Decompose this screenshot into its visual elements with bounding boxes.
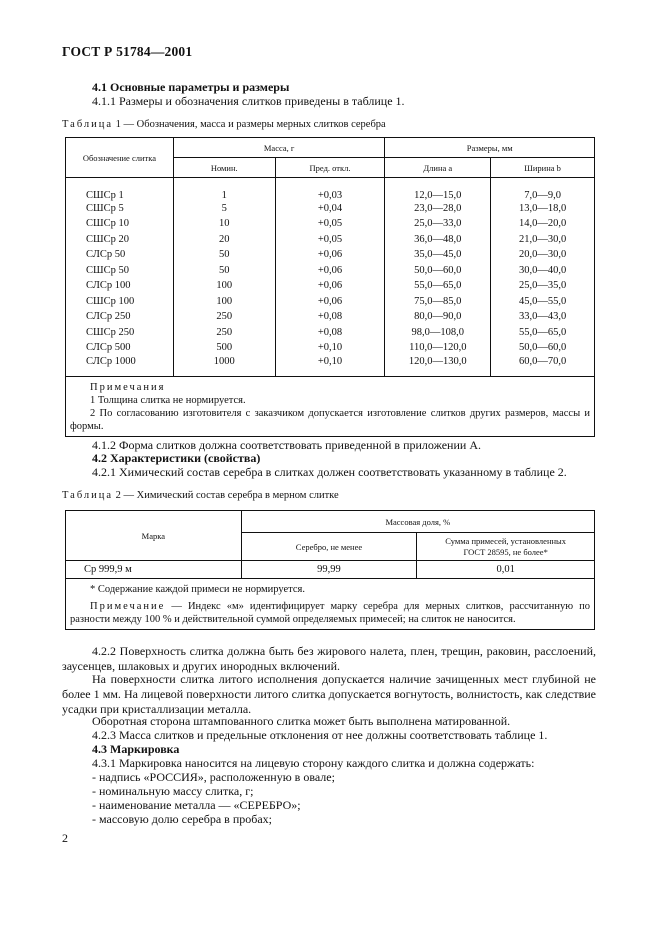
table1-cell-length: 55,0—65,0 xyxy=(385,278,491,294)
table2-col-silver: Серебро, не менее xyxy=(241,533,417,561)
paragraph-4-2-1: 4.2.1 Химический состав серебра в слитках должен соответствовать указанному в таблице 2. xyxy=(92,465,567,479)
table1-row xyxy=(66,325,595,341)
table1-cell-designation: СШСр 1 xyxy=(66,178,174,201)
table1-row xyxy=(66,263,595,279)
table1-row xyxy=(66,294,595,310)
table1-caption xyxy=(62,119,386,130)
table1-cell-deviation: +0,06 xyxy=(275,263,385,279)
table2-col-mark: Марка xyxy=(66,511,242,561)
table1-cell-nominal: 50 xyxy=(173,263,275,279)
table1-cell-deviation: +0,08 xyxy=(275,309,385,325)
paragraph-4-1-1: 4.1.1 Размеры и обозначения слитков приведены в таблице 1. xyxy=(92,94,405,108)
table1-cell-nominal: 100 xyxy=(173,278,275,294)
table1-cell-designation: СЛСр 1000 xyxy=(66,356,174,377)
table2-caption-text: 2 — Химический состав серебра в мерном слитке xyxy=(115,490,339,501)
table1-cell-nominal: 5 xyxy=(173,201,275,217)
paragraph-4-2-3: 4.2.3 Масса слитков и предельные отклонения от нее должны соответствовать таблице 1. xyxy=(92,728,548,742)
table1-cell-deviation: +0,10 xyxy=(275,356,385,377)
table1-cell-designation: СШСр 5 xyxy=(66,201,174,217)
table1-cell-nominal: 1000 xyxy=(173,356,275,377)
table1-cell-width: 33,0—43,0 xyxy=(491,309,595,325)
table1-row xyxy=(66,247,595,263)
table1-cell-length: 50,0—60,0 xyxy=(385,263,491,279)
table1-col-length: Длина a xyxy=(385,158,491,178)
table1-cell-length: 23,0—28,0 xyxy=(385,201,491,217)
table1-col-nominal: Номин. xyxy=(173,158,275,178)
table1-cell-length: 25,0—33,0 xyxy=(385,216,491,232)
table1-row xyxy=(66,216,595,232)
table1-cell-designation: СЛСр 100 xyxy=(66,278,174,294)
table1-cell-deviation: +0,03 xyxy=(275,178,385,201)
table2-note xyxy=(70,600,590,626)
table1-cell-nominal: 50 xyxy=(173,247,275,263)
table1-cell-width: 20,0—30,0 xyxy=(491,247,595,263)
table1-cell-length: 12,0—15,0 xyxy=(385,178,491,201)
table1-cell-deviation: +0,04 xyxy=(275,201,385,217)
table1-notes xyxy=(66,377,595,437)
table1-cell-nominal: 250 xyxy=(173,325,275,341)
table1-cell-deviation: +0,08 xyxy=(275,325,385,341)
table1-cell-length: 120,0—130,0 xyxy=(385,356,491,377)
marking-list-item: - надпись «РОССИЯ», расположенную в овале; xyxy=(92,770,335,784)
table1-cell-width: 13,0—18,0 xyxy=(491,201,595,217)
table1-cell-nominal: 250 xyxy=(173,309,275,325)
table-1 xyxy=(65,137,595,437)
table1-cell-width: 45,0—55,0 xyxy=(491,294,595,310)
table2-caption-label: Таблица xyxy=(62,490,114,501)
table1-cell-length: 36,0—48,0 xyxy=(385,232,491,248)
table1-cell-width: 50,0—60,0 xyxy=(491,340,595,356)
page-number: 2 xyxy=(62,831,68,845)
table1-row xyxy=(66,178,595,201)
table1-col-sizes: Размеры, мм xyxy=(385,138,595,158)
table1-row xyxy=(66,340,595,356)
table2-col-mass-fraction: Массовая доля, % xyxy=(241,511,594,533)
table1-cell-length: 110,0—120,0 xyxy=(385,340,491,356)
table2-caption xyxy=(62,490,339,501)
marking-list-item: - массовую долю серебра в пробах; xyxy=(92,812,273,826)
table1-cell-designation: СШСр 10 xyxy=(66,216,174,232)
table1-cell-length: 80,0—90,0 xyxy=(385,309,491,325)
table1-cell-designation: СЛСр 250 xyxy=(66,309,174,325)
table1-cell-designation: СШСр 50 xyxy=(66,263,174,279)
paragraph-4-3-1: 4.3.1 Маркировка наносится на лицевую сторону каждого слитка и должна содержать: xyxy=(92,756,535,770)
table1-note-1: 1 Толщина слитка не нормируется. xyxy=(90,395,246,406)
table1-cell-deviation: +0,06 xyxy=(275,294,385,310)
table1-cell-width: 30,0—40,0 xyxy=(491,263,595,279)
table1-caption-label: Таблица xyxy=(62,119,114,130)
table1-cell-nominal: 100 xyxy=(173,294,275,310)
table2-cell-mark: Ср 999,9 м xyxy=(66,561,242,579)
table1-cell-deviation: +0,05 xyxy=(275,216,385,232)
table1-caption-text: 1 — Обозначения, масса и размеры мерных слитков серебра xyxy=(115,119,386,130)
table1-cell-deviation: +0,06 xyxy=(275,247,385,263)
table1-col-width: Ширина b xyxy=(491,158,595,178)
paragraph-4-2-2: 4.2.2 Поверхность слитка должна быть без жирового налета, плен, трещин, раковин, расслоений, заусенцев, шлаковых и других инородных включений. xyxy=(62,644,596,673)
table1-cell-deviation: +0,06 xyxy=(275,278,385,294)
table1-note-2: 2 По согласованию изготовителя с заказчиком допускается изготовление слитков других размеров, массы и формы. xyxy=(70,408,590,432)
table1-cell-width: 25,0—35,0 xyxy=(491,278,595,294)
table2-col-impurities-line1: Сумма примесей, установленных xyxy=(445,535,567,546)
section-4-3-title: 4.3 Маркировка xyxy=(92,742,180,756)
table1-cell-width: 14,0—20,0 xyxy=(491,216,595,232)
table1-cell-width: 7,0—9,0 xyxy=(491,178,595,201)
table2-cell-silver: 99,99 xyxy=(241,561,417,579)
table1-cell-designation: СЛСр 50 xyxy=(66,247,174,263)
paragraph-cast-surface: На поверхности слитка литого исполнения допускается наличие зачищенных мест глубиной не более 1 мм. На лицевой поверхности литого слитка допускается вогнутость, волнистость, как следствие усадки при кристаллизации металла. xyxy=(62,672,596,716)
table1-cell-designation: СШСр 100 xyxy=(66,294,174,310)
table-2 xyxy=(65,510,595,630)
table1-cell-nominal: 20 xyxy=(173,232,275,248)
table2-col-impurities-line2: ГОСТ 28595, не более* xyxy=(463,546,548,557)
table1-col-mass: Масса, г xyxy=(173,138,385,158)
table1-cell-deviation: +0,10 xyxy=(275,340,385,356)
table1-cell-length: 35,0—45,0 xyxy=(385,247,491,263)
table1-cell-designation: СЛСр 500 xyxy=(66,340,174,356)
table1-row xyxy=(66,232,595,248)
table2-note-text: — Индекс «м» идентифицирует марку серебра для мерных слитков, рассчитанную по разности между 100 % и действительной суммой определяемых примесей; на слиток не наносится. xyxy=(70,601,590,625)
table1-cell-width: 55,0—65,0 xyxy=(491,325,595,341)
table1-cell-width: 21,0—30,0 xyxy=(491,232,595,248)
table2-cell-impurities: 0,01 xyxy=(417,561,595,579)
table1-cell-length: 75,0—85,0 xyxy=(385,294,491,310)
table1-col-deviation: Пред. откл. xyxy=(275,158,385,178)
table1-row xyxy=(66,278,595,294)
marking-list-item: - номинальную массу слитка, г; xyxy=(92,784,254,798)
section-4-2-title: 4.2 Характеристики (свойства) xyxy=(92,451,261,465)
table2-notes xyxy=(66,579,595,630)
table1-cell-nominal: 500 xyxy=(173,340,275,356)
table1-cell-nominal: 1 xyxy=(173,178,275,201)
table1-cell-designation: СШСр 20 xyxy=(66,232,174,248)
table2-note-label: Примечание xyxy=(90,601,166,612)
table2-col-impurities xyxy=(417,533,595,561)
table1-cell-deviation: +0,05 xyxy=(275,232,385,248)
paragraph-4-1-2: 4.1.2 Форма слитков должна соответствовать приведенной в приложении А. xyxy=(92,438,481,452)
table1-cell-length: 98,0—108,0 xyxy=(385,325,491,341)
table1-row xyxy=(66,201,595,217)
section-4-1-title: 4.1 Основные параметры и размеры xyxy=(92,80,290,94)
table1-row xyxy=(66,309,595,325)
paragraph-stamped-side: Оборотная сторона штампованного слитка может быть выполнена матированной. xyxy=(92,714,511,728)
table1-cell-designation: СШСр 250 xyxy=(66,325,174,341)
table1-notes-title: Примечания xyxy=(90,382,166,393)
marking-list-item: - наименование металла — «СЕРЕБРО»; xyxy=(92,798,301,812)
document-header: ГОСТ Р 51784—2001 xyxy=(62,44,193,59)
table1-col-designation: Обозначение слитка xyxy=(66,138,174,178)
table2-footnote: * Содержание каждой примеси не нормируется. xyxy=(90,584,306,595)
table1-row xyxy=(66,356,595,377)
table1-cell-nominal: 10 xyxy=(173,216,275,232)
table1-body xyxy=(66,178,595,377)
table1-cell-width: 60,0—70,0 xyxy=(491,356,595,377)
